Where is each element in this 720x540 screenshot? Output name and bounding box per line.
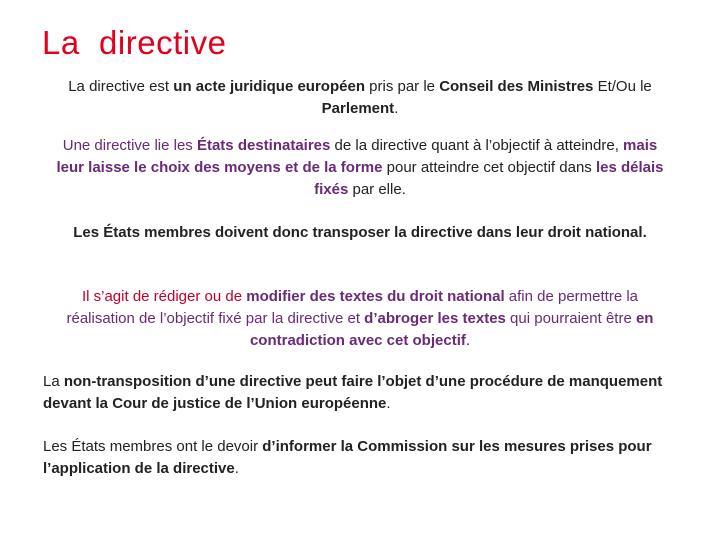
text-run-bold: modifier des textes du droit national [246,288,505,305]
text-run: . [234,460,239,477]
page-title: La directive [42,24,227,61]
paragraph-information-duty [43,436,683,480]
paragraph-implementation [60,286,660,352]
text-run-bold: en contradiction avec cet objectif [249,310,654,349]
paragraph-definition [40,76,680,120]
text-run-bold: d’informer la Commission sur les mesures prises pour l’application de la directive [43,438,652,477]
paragraph-binding-effect [55,135,665,201]
text-run: . [465,332,471,349]
text-run-bold: Conseil des Ministres [439,78,594,95]
text-run: Les États membres ont le devoir [43,438,263,455]
text-run-bold: États destinataires [196,137,331,154]
text-run: de la directive quant à l’objectif à atteindre, [330,137,624,154]
text-run: par elle. [348,181,406,198]
text-run: pour atteindre cet objectif dans [382,159,596,176]
text-run: Les États membres doivent donc transposer la directive dans leur droit national. [73,224,647,241]
text-run: qui pourraient être [505,310,636,327]
text-run-bold: mais leur laisse le choix des moyens et de la forme [56,137,658,176]
text-run: La directive est [68,78,174,95]
text-run: Il s’agit de rédiger ou de [81,288,247,305]
paragraph-non-transposition [43,371,683,415]
text-run: . [386,395,391,412]
text-run: pris par le [364,78,440,95]
text-run: Et/Ou le [593,78,652,95]
text-run-bold: d’abroger les textes [364,310,506,327]
text-run-bold: un acte juridique européen [173,78,365,95]
text-run: Une directive lie les [62,137,197,154]
text-run: . [394,100,399,117]
paragraph-transposition [60,222,660,244]
text-run-bold: les délais fixés [314,159,664,198]
text-run: afin de permettre la réalisation de l’objectif fixé par la directive et [66,288,639,327]
text-run-bold: non-transposition d’une directive peut faire l’objet d’une procédure de manquement devant la Cour de justice de l’Union européenne [43,373,663,412]
text-run: La [43,373,64,390]
text-run-bold: Parlement [321,100,395,117]
